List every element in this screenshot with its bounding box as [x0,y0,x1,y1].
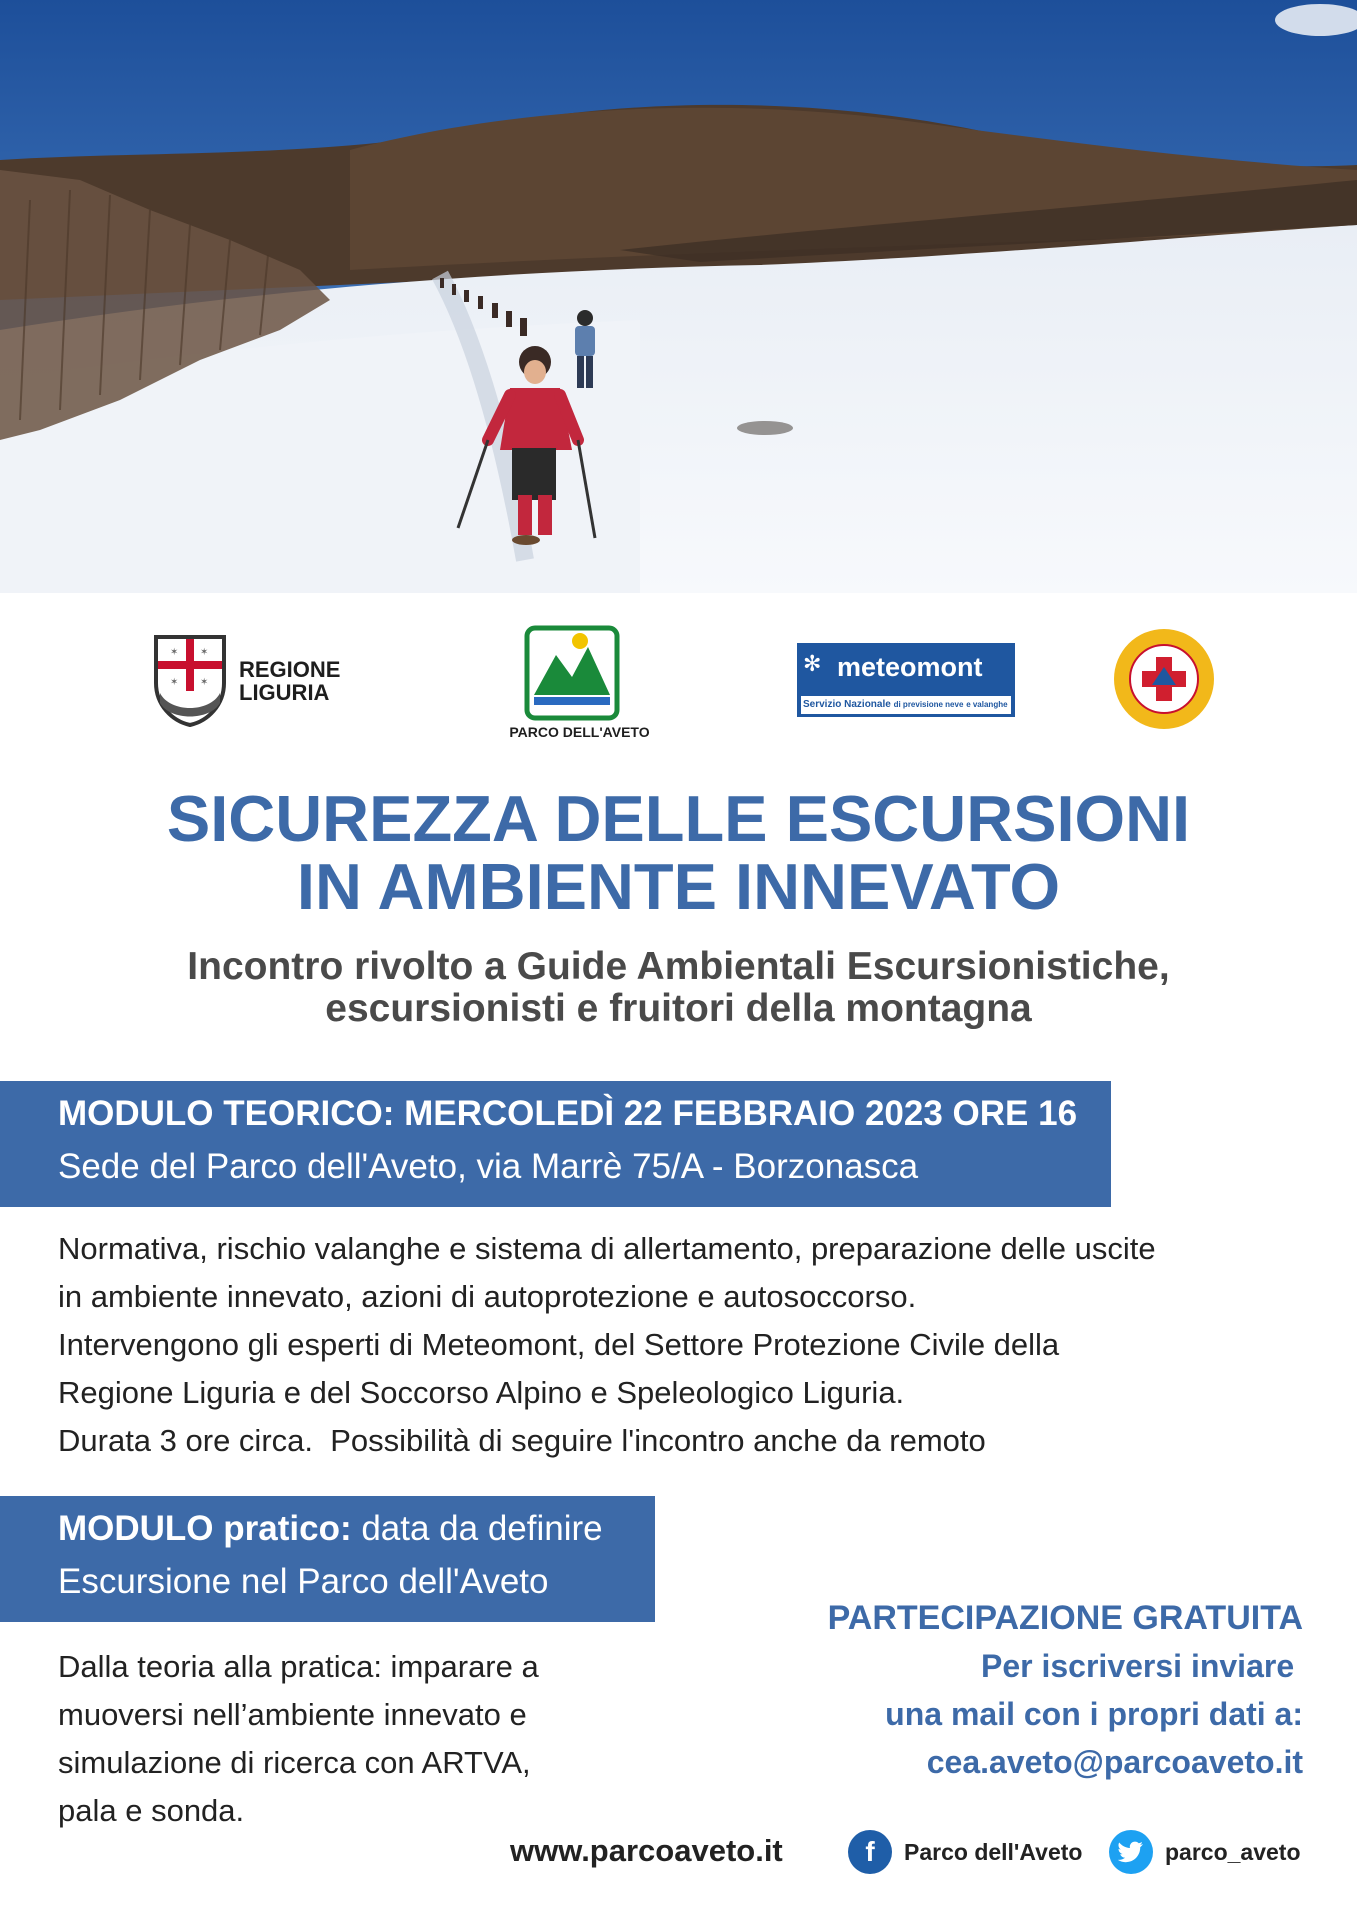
modulo-teorico-location: Sede del Parco dell'Aveto, via Marrè 75/A - Borzonasca [58,1147,919,1186]
meteomont-logo [797,643,1017,718]
meteomont-tagline-1: Servizio Nazionale [803,699,891,710]
twitter-label: parco_aveto [1165,1838,1301,1865]
contact-email-link[interactable]: cea.aveto@parcoaveto.it [926,1744,1303,1780]
modulo-pratico-location: Escursione nel Parco dell'Aveto [58,1562,549,1601]
snowflake-icon: ✻ [803,651,822,676]
description-line: Dalla teoria alla pratica: imparare a [58,1649,539,1684]
soccorso-alpino-badge-icon [1112,627,1216,731]
parco-aveto-logo [492,625,667,745]
svg-text:✶: ✶ [170,677,179,688]
hero-photo [0,0,1357,593]
description-line: Intervengono gli esperti di Meteomont, del Settore Protezione Civile della [58,1327,1060,1362]
subtitle-line-2: escursionisti e fruitori della montagna [325,987,1032,1030]
modulo-teorico-band [0,1081,1111,1207]
parco-logo-label: PARCO DELL'AVETO [509,724,650,740]
website-link[interactable]: www.parcoaveto.it [510,1833,783,1868]
regione-line1: REGIONE [239,657,341,682]
svg-text:✶: ✶ [170,647,179,658]
regione-logo-text [239,658,340,704]
modulo-teorico-heading: MODULO TEORICO: MERCOLEDÌ 22 FEBBRAIO 2023 ORE 16 [58,1094,1078,1133]
partecipazione-line-1: Per iscriversi inviare [981,1648,1303,1684]
description-line: simulazione di ricerca con ARTVA, [58,1745,531,1780]
modulo-pratico-heading-bold: MODULO pratico: [58,1509,352,1548]
meteomont-tagline-2a: di previsione neve [893,700,964,709]
meteomont-name: meteomont [837,652,983,682]
modulo-pratico-heading [58,1509,603,1549]
modulo-pratico-description [58,1643,658,1835]
partecipazione-box [743,1594,1303,1786]
soccorso-alpino-logo [1112,627,1222,737]
page-title [60,782,1297,923]
meteomont-tagline-2b: e valanghe [966,700,1008,709]
title-line-1: SICUREZZA DELLE ESCURSIONI [166,782,1191,855]
page-subtitle [60,946,1297,1030]
partecipazione-line-2: una mail con i propri dati a: [885,1696,1303,1732]
subtitle-line-1: Incontro rivolto a Guide Ambientali Escursionistiche, [187,945,1170,988]
modulo-teorico-description [58,1225,1298,1465]
description-line: Normativa, rischio valanghe e sistema di allertamento, preparazione delle uscite [58,1231,1156,1266]
parco-mountain-icon [524,625,620,721]
regione-liguria-logo [145,628,345,728]
regione-line2: LIGURIA [239,680,330,706]
description-line: Regione Liguria e del Soccorso Alpino e Speleologico Liguria. [58,1375,905,1410]
modulo-pratico-band [0,1496,655,1622]
twitter-link[interactable] [1109,1830,1301,1874]
title-line-2: IN AMBIENTE INNEVATO [296,850,1061,923]
partecipazione-heading: PARTECIPAZIONE GRATUITA [827,1599,1303,1637]
twitter-icon [1109,1830,1153,1874]
description-line: pala e sonda. [58,1793,245,1828]
facebook-icon: f [848,1830,892,1874]
description-line: Durata 3 ore circa. Possibilità di seguire l'incontro anche da remoto [58,1423,986,1458]
description-line: muoversi nell’ambiente innevato e [58,1697,527,1732]
modulo-pratico-heading-rest: data da definire [351,1509,603,1548]
facebook-label: Parco dell'Aveto [904,1838,1083,1865]
description-line: in ambiente innevato, azioni di autoprotezione e autosoccorso. [58,1279,917,1314]
svg-text:✶: ✶ [200,677,209,688]
meteomont-tagline [803,699,1008,710]
svg-text:✶: ✶ [200,647,209,658]
regione-shield-icon [150,633,230,729]
facebook-link[interactable] [848,1830,1082,1874]
